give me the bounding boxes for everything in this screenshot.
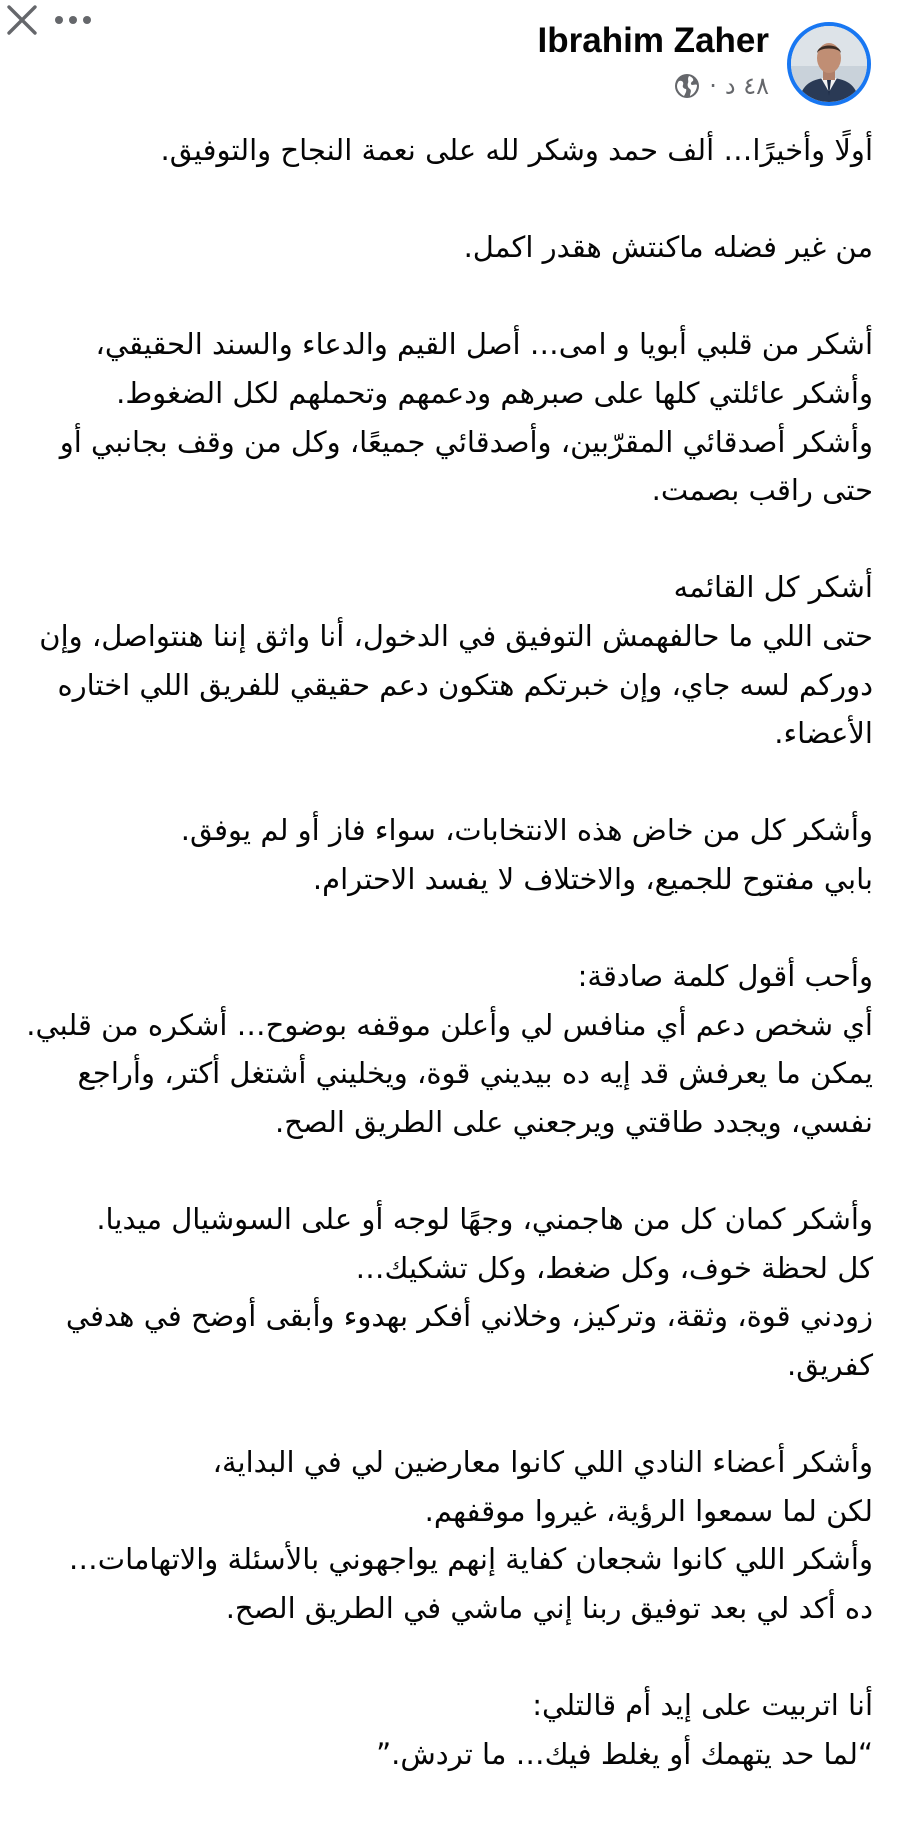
post-meta xyxy=(673,68,769,104)
post-text-line: ده أكد لي بعد توفيق ربنا إني ماشي في الطريق الصح. xyxy=(225,1590,873,1625)
more-options-icon xyxy=(53,14,93,26)
post-text-line: وأشكر عائلتي كلها على صبرهم ودعمهم وتحملهم لكل الضغوط. xyxy=(116,375,873,410)
post-paragraph xyxy=(18,563,873,757)
post-text-line: أشكر كل القائمه xyxy=(673,570,873,605)
post-text-line: أشكر من قلبي أبويا و امى… أصل القيم والدعاء والسند الحقيقي، xyxy=(95,327,873,362)
globe-icon[interactable] xyxy=(673,72,701,100)
author-name[interactable]: Ibrahim Zaher xyxy=(537,21,769,60)
post-text-line: يمكن ما يعرفش قد إيه ده بيديني قوة، ويخليني أشتغل أكتر، وأراجع نفسي، ويجدد طاقتي ويرجعني على الطريق الصح. xyxy=(77,1056,873,1139)
post-text-line: وأشكر أعضاء النادي اللي كانوا معارضين لي في البداية، xyxy=(212,1445,873,1480)
profile-photo xyxy=(791,26,867,102)
post-text-line: وأحب أقول كلمة صادقة: xyxy=(577,959,873,994)
avatar[interactable] xyxy=(787,22,871,106)
post-text-line: بابي مفتوح للجميع، والاختلاف لا يفسد الاحترام. xyxy=(312,861,873,896)
post-paragraph xyxy=(18,952,873,1146)
post-text-line: كل لحظة خوف، وكل ضغط، وكل تشكيك… xyxy=(355,1250,873,1285)
post-text-line: “لما حد يتهمك أو يغلط فيك… ما تردش.” xyxy=(376,1736,873,1771)
post-text-line: وأشكر كمان كل من هاجمني، وجهًا لوجه أو على السوشيال ميديا. xyxy=(96,1202,873,1237)
post-text-line: لكن لما سمعوا الرؤية، غيروا موقفهم. xyxy=(424,1493,873,1528)
post-text-line: أولًا وأخيرًا… ألف حمد وشكر لله على نعمة النجاح والتوفيق. xyxy=(160,133,873,167)
post-text-line: زودني قوة، وثقة، وتركيز، وخلاني أفكر بهدوء وأبقى أوضح في هدفي كفريق. xyxy=(65,1299,873,1382)
more-options-button[interactable] xyxy=(50,0,96,40)
post-text-line: من غير فضله ماكنتش هقدر اكمل. xyxy=(463,230,873,265)
post-paragraph xyxy=(18,223,873,272)
post-text-line: أنا اتربيت على إيد أم قالتلي: xyxy=(532,1688,873,1722)
post-header xyxy=(0,0,897,120)
post-paragraph xyxy=(18,126,873,175)
post-paragraph xyxy=(18,320,873,514)
post-text-line: وأشكر أصدقائي المقرّبين، وأصدقائي جميعًا، وكل من وقف بجانبي أو حتى راقب بصمت. xyxy=(59,424,873,508)
post-text xyxy=(18,126,873,1827)
post-paragraph xyxy=(18,1195,873,1389)
top-actions xyxy=(2,0,96,40)
post-paragraph xyxy=(18,1681,873,1778)
post-paragraph xyxy=(18,806,873,903)
post-timestamp[interactable]: ٤٨ د xyxy=(724,72,769,100)
post-text-line: أي شخص دعم أي منافس لي وأعلن موقفه بوضوح… أشكره من قلبي. xyxy=(26,1007,873,1042)
post-text-line: حتى اللي ما حالفهمش التوفيق في الدخول، أنا واثق إننا هنتواصل، وإن دوركم لسه جاي، وإن خبرتكم هتكون دعم حقيقي للفريق اللي اختاره الأعضاء. xyxy=(39,618,873,751)
close-button[interactable] xyxy=(2,0,42,40)
post-text-line: وأشكر كل من خاض هذه الانتخابات، سواء فاز أو لم يوفق. xyxy=(180,813,873,848)
meta-separator: · xyxy=(709,72,717,100)
post-text-line: وأشكر اللي كانوا شجعان كفاية إنهم يواجهوني بالأسئلة والاتهامات… xyxy=(68,1542,873,1577)
close-icon xyxy=(5,3,39,37)
post-paragraph xyxy=(18,1438,873,1632)
